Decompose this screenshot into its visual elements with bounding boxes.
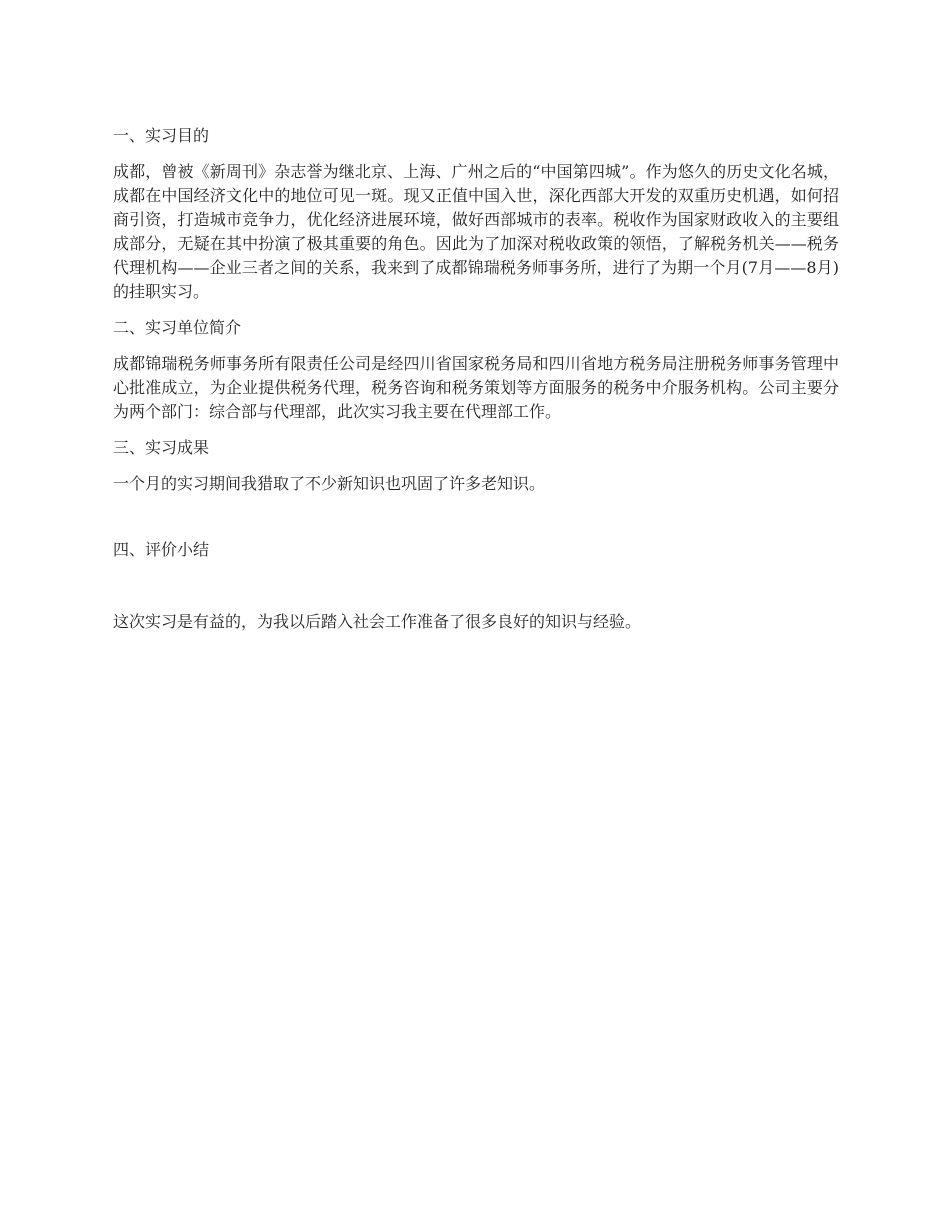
spacer — [113, 574, 839, 610]
section-heading-summary: 四、评价小结 — [113, 540, 210, 559]
section-paragraph-purpose: 成都，曾被《新周刊》杂志誉为继北京、上海、广州之后的“中国第四城”。作为悠久的历史文化名城，成都在中国经济文化中的地位可见一斑。现又正值中国入世，深化西部大开发的双重历史机遇，如何招商引资，打造城市竞争力，优化经济进展环境，做好西部城市的表率。税收作为国家财政收入的主要组成部分，无疑在其中扮演了极其重要的角色。因此为了加深对税收政策的领悟，了解税务机关——税务代理机构——企业三者之间的关系，我来到了成都锦瑞税务师事务所，进行了为期一个月(7月——8月)的挂职实习。 — [113, 162, 839, 301]
section-heading-company: 二、实习单位简介 — [113, 318, 242, 337]
section-heading-results: 三、实习成果 — [113, 438, 210, 457]
section-heading-purpose: 一、实习目的 — [113, 126, 210, 145]
section-paragraph-company: 成都锦瑞税务师事务所有限责任公司是经四川省国家税务局和四川省地方税务局注册税务师事务管理中心批准成立，为企业提供税务代理，税务咨询和税务策划等方面服务的税务中介服务机构。公司主要分为两个部门：综合部与代理部，此次实习我主要在代理部工作。 — [113, 354, 839, 421]
document-page — [113, 124, 839, 646]
section-paragraph-summary: 这次实习是有益的，为我以后踏入社会工作准备了很多良好的知识与经验。 — [113, 612, 642, 631]
spacer — [113, 508, 839, 538]
section-paragraph-results: 一个月的实习期间我猎取了不少新知识也巩固了许多老知识。 — [113, 474, 546, 493]
